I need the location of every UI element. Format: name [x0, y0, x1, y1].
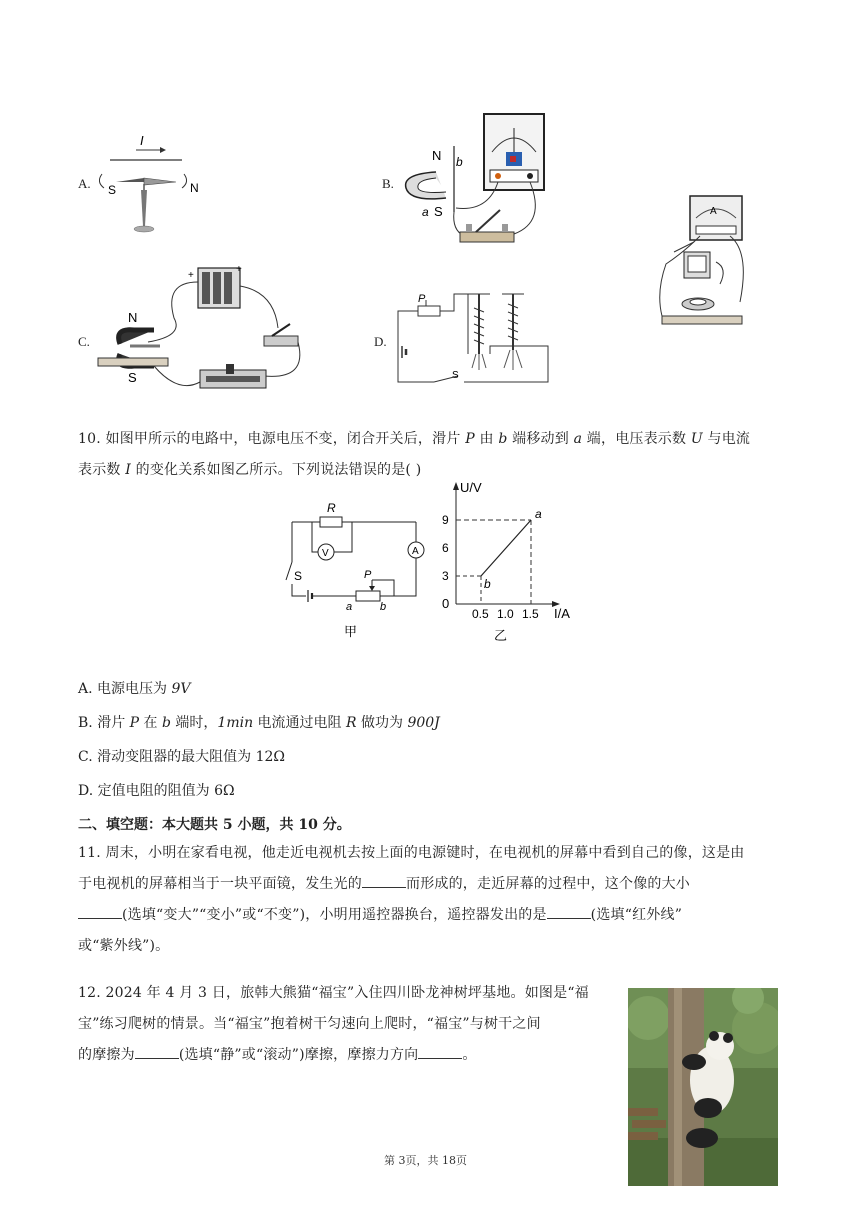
resistor-label: R	[327, 501, 336, 515]
q12-text: 12. 2024 年 4 月 3 日，旅韩大熊猫“福宝”入住四川卧龙神树坪基地。如图是“福 宝”练习爬树的情景。当“福宝”抱着树干匀速向上爬时，“福宝”与树干之间 的摩擦为 (选填“静”或“滚动”)摩擦，摩擦力方向 。	[78, 985, 589, 1063]
page-footer: 第 3页，共 18页	[384, 1154, 467, 1167]
figure-side-ammeter	[654, 192, 750, 328]
x-tick-label: 1.5	[522, 607, 539, 621]
option-b-label: B.	[382, 176, 394, 191]
circuit-caption: 甲	[344, 624, 358, 639]
panda-climbing-photo	[628, 988, 778, 1186]
q10-option-a[interactable]: A. 电源电压为 9V	[78, 681, 191, 697]
origin-label: 0	[442, 596, 450, 611]
y-tick-label: 6	[442, 541, 449, 555]
figure-c-motor	[94, 262, 314, 402]
option-d-label: D.	[374, 334, 387, 349]
figure-a-compass	[94, 130, 204, 236]
svg-text:+: +	[236, 264, 242, 275]
pole-s: S	[108, 183, 117, 197]
q10-circuit-diagram	[282, 496, 432, 646]
switch-label: S	[452, 370, 459, 381]
end-b-label: b	[380, 601, 387, 613]
q11-blank-3[interactable]	[547, 904, 591, 919]
q10-option-d[interactable]: D. 定值电阻的阻值为 6Ω	[78, 783, 235, 799]
svg-text:+: +	[188, 270, 194, 281]
q10-stem-line2: 表示数 I 的变化关系如图乙所示。下列说法错误的是( )	[78, 462, 422, 478]
q10-stem-line1: 10. 如图甲所示的电路中，电源电压不变，闭合开关后，滑片 P 由 b 端移动到 a 端，电压表示数 U 与电流	[78, 431, 751, 447]
voltmeter-label: V	[322, 548, 329, 559]
q11-blank-1[interactable]	[362, 873, 406, 888]
slider-label: P	[418, 293, 426, 305]
section-title-fill-blank: 二、填空题：本大题共 5 小题，共 10 分。	[78, 817, 351, 833]
option-c-label: C.	[78, 334, 90, 349]
end-a-label: a	[346, 601, 353, 613]
slider-label: P	[364, 569, 372, 581]
option-a-label: A.	[78, 176, 91, 191]
ammeter-label: A	[412, 546, 419, 557]
y-tick-label: 9	[442, 513, 449, 527]
q12-blank-2[interactable]	[418, 1044, 462, 1059]
data-line-ab	[481, 520, 531, 576]
q10-option-b[interactable]: B. 滑片 P 在 b 端时，1min 电流通过电阻 R 做功为 900J	[78, 715, 440, 731]
point-b-label: b	[484, 577, 491, 591]
x-axis-label: I/A	[554, 606, 570, 621]
q10-option-c[interactable]: C. 滑动变阻器的最大阻值为 12Ω	[78, 749, 285, 765]
x-tick-label: 1.0	[497, 607, 514, 621]
q10-stem	[78, 424, 788, 486]
point-a: a	[422, 205, 429, 219]
figure-d-electromagnets	[388, 288, 558, 388]
point-a-label: a	[535, 507, 542, 521]
q11-blank-2[interactable]	[78, 904, 122, 919]
point-b: b	[456, 155, 463, 169]
figure-b-induction	[396, 112, 556, 252]
y-axis-label: U/V	[460, 480, 482, 495]
ammeter-label: A	[710, 206, 717, 217]
pole-n: N	[432, 148, 442, 163]
pole-n: N	[128, 310, 138, 325]
switch-label: S	[294, 569, 303, 583]
current-label: I	[140, 133, 144, 148]
y-tick-label: 3	[442, 569, 449, 583]
pole-n: N	[190, 181, 199, 195]
pole-s: S	[128, 370, 137, 385]
x-tick-label: 0.5	[472, 607, 489, 621]
pole-s: S	[434, 204, 443, 219]
graph-caption: 乙	[494, 628, 508, 643]
q11-text: 11. 周末，小明在家看电视，他走近电视机去按上面的电源键时，在电视机的屏幕中看到自己的像，这是由 于电视机的屏幕相当于一块平面镜，发生光的 而形成的，走近屏幕的过程中，这个像的大小 (选填“变大”“变小”或“不变”)，小明用遥控器换台，遥控器发出的是 (选填“红外线” 或“紫外线”)。	[78, 845, 745, 954]
q12-blank-1[interactable]	[135, 1044, 179, 1059]
q10-ui-graph	[436, 478, 586, 648]
